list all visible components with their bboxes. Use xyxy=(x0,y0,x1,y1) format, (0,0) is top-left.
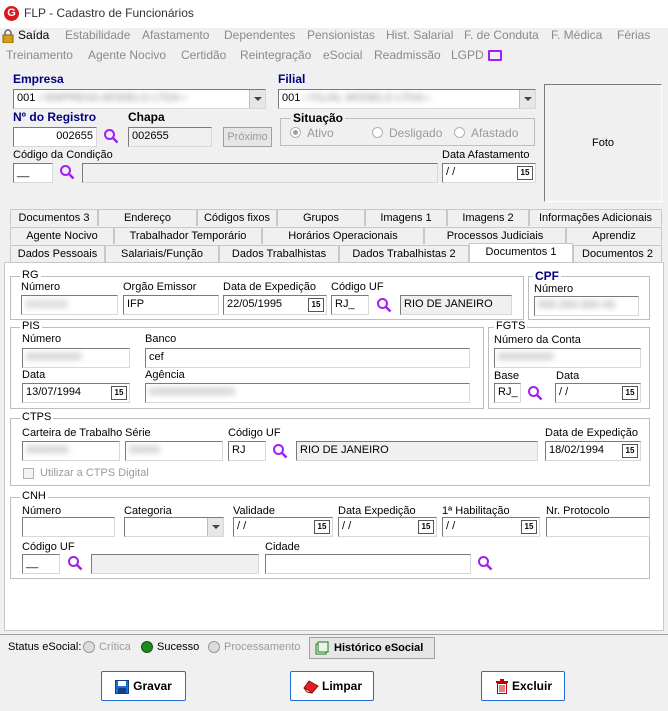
pis-data-input[interactable]: 13/07/1994 15 xyxy=(22,383,130,403)
situacao-desligado-radio[interactable] xyxy=(372,127,383,138)
condicao-input[interactable]: __ xyxy=(13,163,53,183)
tab-endereco[interactable]: Endereço xyxy=(98,209,197,226)
ctps-digital-label: Utilizar a CTPS Digital xyxy=(40,467,149,479)
rg-orgao-input[interactable]: IFP xyxy=(123,295,219,315)
menu-f-conduta[interactable]: F. de Conduta xyxy=(464,28,539,42)
menu-treinamento[interactable]: Treinamento xyxy=(6,48,73,62)
cnh-title: CNH xyxy=(22,490,46,502)
situacao-afastado-radio[interactable] xyxy=(454,127,465,138)
cnh-data-exp-label: Data Expedição xyxy=(338,505,416,517)
registro-input[interactable]: 002655 xyxy=(13,127,97,147)
rg-data-exp-input[interactable]: 22/05/1995 15 xyxy=(223,295,327,315)
status-processamento-label: Processamento xyxy=(224,641,301,653)
cnh-uf-nome xyxy=(91,554,259,574)
tab-imagens-1[interactable]: Imagens 1 xyxy=(365,209,447,226)
ctps-carteira-input[interactable]: 0000000 xyxy=(22,441,120,461)
calendar-icon[interactable]: 15 xyxy=(418,520,434,534)
title-bar xyxy=(0,0,668,28)
tab-documentos-2[interactable]: Documentos 2 xyxy=(573,245,662,262)
rg-uf-nome: RIO DE JANEIRO xyxy=(400,295,512,315)
chevron-down-icon[interactable] xyxy=(207,518,223,536)
chevron-down-icon[interactable] xyxy=(249,90,265,108)
fgts-data-input[interactable]: / / 15 xyxy=(555,383,641,403)
tab-dados-trabalhistas[interactable]: Dados Trabalhistas xyxy=(219,245,339,262)
cnh-categoria-label: Categoria xyxy=(124,505,172,517)
document-icon xyxy=(315,641,329,655)
window-title: FLP - Cadastro de Funcionários xyxy=(24,6,194,20)
tab-codigos-fixos[interactable]: Códigos fixos xyxy=(197,209,277,226)
limpar-button[interactable] xyxy=(290,671,374,701)
situacao-afastado-label: Afastado xyxy=(471,126,519,140)
tab-imagens-2[interactable]: Imagens 2 xyxy=(447,209,529,226)
situacao-desligado-label: Desligado xyxy=(389,126,443,140)
menu-saida[interactable]: Saída xyxy=(18,28,50,42)
filial-label: Filial xyxy=(278,72,306,86)
ctps-data-exp-input[interactable]: 18/02/1994 15 xyxy=(545,441,641,461)
condicao-descricao xyxy=(82,163,438,183)
save-icon xyxy=(115,680,129,694)
tab-agente-nocivo[interactable]: Agente Nocivo xyxy=(10,227,114,244)
calendar-icon[interactable]: 15 xyxy=(314,520,330,534)
tab-processos-judiciais[interactable]: Processos Judiciais xyxy=(424,227,566,244)
menu-afastamento[interactable]: Afastamento xyxy=(142,28,210,42)
search-icon[interactable] xyxy=(59,164,75,180)
menu-f-medica[interactable]: F. Médica xyxy=(551,28,603,42)
menu-ferias[interactable]: Férias xyxy=(617,28,651,42)
status-processamento-led[interactable] xyxy=(208,641,220,653)
cpf-numero-input[interactable]: 000.000.000-00 xyxy=(534,296,639,316)
historico-esocial-label: Histórico eSocial xyxy=(334,642,424,654)
menu-dependentes[interactable]: Dependentes xyxy=(224,28,296,42)
tab-horarios-operacionais[interactable]: Horários Operacionais xyxy=(262,227,424,244)
pis-agencia-input[interactable]: 00000000000000 xyxy=(145,383,470,403)
situacao-ativo-label: Ativo xyxy=(307,126,334,140)
pis-agencia-label: Agência xyxy=(145,369,185,381)
historico-esocial-button[interactable] xyxy=(309,637,435,659)
chapa-label: Chapa xyxy=(128,110,165,124)
chapa-input[interactable]: 002655 xyxy=(128,127,212,147)
rg-numero-input[interactable]: 11111111 xyxy=(21,295,118,315)
menu-reintegracao[interactable]: Reintegração xyxy=(240,48,312,62)
ctps-data-exp-label: Data de Expedição xyxy=(545,427,638,439)
search-icon[interactable] xyxy=(67,555,83,571)
ctps-title: CTPS xyxy=(22,411,52,423)
ctps-digital-checkbox[interactable] xyxy=(23,468,34,479)
status-sucesso-label: Sucesso xyxy=(157,641,200,653)
menu-esocial[interactable]: eSocial xyxy=(323,48,363,62)
ctps-uf-nome: RIO DE JANEIRO xyxy=(296,441,538,461)
menu-pensionistas[interactable]: Pensionistas xyxy=(307,28,376,42)
rg-uf-label: Código UF xyxy=(331,281,384,293)
ctps-serie-input[interactable]: 00000 xyxy=(125,441,223,461)
fgts-conta-label: Número da Conta xyxy=(494,334,581,346)
tab-salariais-funcao[interactable]: Salariais/Função xyxy=(105,245,219,262)
gravar-label: Gravar xyxy=(133,679,172,693)
situacao-label: Situação xyxy=(293,111,344,125)
cnh-data-exp-input[interactable]: / / 15 xyxy=(338,517,437,537)
fgts-title: FGTS xyxy=(496,320,526,332)
limpar-label: Limpar xyxy=(321,679,362,693)
registro-label: Nº do Registro xyxy=(13,110,97,124)
cnh-uf-input[interactable]: __ xyxy=(22,554,60,574)
empresa-label: Empresa xyxy=(13,72,64,86)
tab-dados-pessoais[interactable]: Dados Pessoais xyxy=(10,245,105,262)
cnh-protocolo-label: Nr. Protocolo xyxy=(546,505,610,517)
menu-readmissao[interactable]: Readmissão xyxy=(374,48,441,62)
menu-hist-salarial[interactable]: Hist. Salarial xyxy=(386,28,454,42)
fgts-conta-input[interactable]: 000000000 xyxy=(494,348,641,368)
calendar-icon[interactable]: 15 xyxy=(308,298,324,312)
cnh-numero-label: Número xyxy=(22,505,62,517)
rg-title: RG xyxy=(22,269,39,281)
status-sucesso-led[interactable] xyxy=(141,641,153,653)
cnh-habilitacao-label: 1ª Habilitação xyxy=(442,505,510,517)
cnh-validade-label: Validade xyxy=(233,505,275,517)
search-icon[interactable] xyxy=(272,443,288,459)
pis-data-label: Data xyxy=(22,369,46,381)
cnh-numero-input[interactable] xyxy=(22,517,115,537)
tab-dados-trabalhistas-2[interactable]: Dados Trabalhistas 2 xyxy=(339,245,469,262)
calendar-icon[interactable]: 15 xyxy=(622,444,638,458)
cnh-uf-label: Código UF xyxy=(22,541,75,553)
cnh-habilitacao-input[interactable]: / / 15 xyxy=(442,517,540,537)
pis-title: PIS xyxy=(22,320,40,332)
status-critica-label: Crítica xyxy=(99,641,131,653)
pis-banco-label: Banco xyxy=(145,333,177,345)
cpf-numero-label: Número xyxy=(534,283,574,295)
ctps-serie-label: Série xyxy=(125,427,151,439)
search-icon[interactable] xyxy=(103,128,119,144)
rg-numero-label: Número xyxy=(21,281,61,293)
monitor-icon[interactable] xyxy=(488,50,502,61)
ctps-uf-input[interactable]: RJ xyxy=(228,441,266,461)
pis-numero-input[interactable]: 000000000 xyxy=(22,348,130,368)
cnh-validade-input[interactable]: / / 15 xyxy=(233,517,333,537)
fgts-data-label: Data xyxy=(556,370,580,382)
situacao-ativo-radio[interactable] xyxy=(290,127,301,138)
gravar-button[interactable] xyxy=(101,671,186,701)
foto-label: Foto xyxy=(591,137,614,149)
calendar-icon[interactable]: 15 xyxy=(521,520,537,534)
cnh-protocolo-input[interactable] xyxy=(546,517,650,537)
rg-uf-input[interactable]: RJ_ xyxy=(331,295,369,315)
data-afastamento-label: Data Afastamento xyxy=(442,149,530,161)
tab-documentos-1[interactable]: Documentos 1 xyxy=(469,243,573,262)
search-icon[interactable] xyxy=(477,555,493,571)
calendar-icon[interactable]: 15 xyxy=(622,386,638,400)
pis-numero-label: Número xyxy=(22,333,62,345)
rg-orgao-label: Orgão Emissor xyxy=(123,281,197,293)
divider xyxy=(0,634,668,635)
calendar-icon[interactable]: 15 xyxy=(517,166,533,180)
chevron-down-icon[interactable] xyxy=(519,90,535,108)
tab-aprendiz[interactable]: Aprendiz xyxy=(566,227,662,244)
fgts-base-input[interactable]: RJ_ xyxy=(494,383,521,403)
tab-informacoes-adicionais[interactable]: Informações Adicionais xyxy=(529,209,662,226)
menu-estabilidade[interactable]: Estabilidade xyxy=(65,28,131,42)
status-critica-led[interactable] xyxy=(83,641,95,653)
fgts-base-label: Base xyxy=(494,370,520,382)
app-logo-icon: G xyxy=(4,6,19,21)
cnh-categoria-select[interactable] xyxy=(124,517,224,537)
menu-certidao[interactable]: Certidão xyxy=(181,48,227,62)
pis-banco-input[interactable]: cef xyxy=(145,348,470,368)
empresa-select[interactable]: 001 • EMPRESA MODELO LTDA • xyxy=(13,89,266,109)
cpf-title: CPF xyxy=(535,269,559,283)
rg-data-exp-label: Data de Expedição xyxy=(223,281,316,293)
excluir-button[interactable] xyxy=(481,671,565,701)
search-icon[interactable] xyxy=(376,297,392,313)
tab-trabalhador-temporario[interactable]: Trabalhador Temporário xyxy=(114,227,262,244)
eraser-icon xyxy=(303,680,319,694)
trash-icon xyxy=(496,679,508,694)
proximo-button[interactable]: Próximo xyxy=(223,127,272,147)
excluir-label: Excluir xyxy=(511,679,553,693)
menu-lgpd[interactable]: LGPD xyxy=(451,48,484,62)
photo-frame[interactable] xyxy=(544,84,662,202)
ctps-carteira-label: Carteira de Trabalho xyxy=(22,427,123,439)
search-icon[interactable] xyxy=(527,385,543,401)
tab-documentos-3[interactable]: Documentos 3 xyxy=(10,209,98,226)
lock-icon xyxy=(2,29,14,43)
cnh-cidade-label: Cidade xyxy=(265,541,300,553)
data-afastamento-input[interactable]: / / 15 xyxy=(442,163,536,183)
calendar-icon[interactable]: 15 xyxy=(111,386,127,400)
menu-agente-nocivo[interactable]: Agente Nocivo xyxy=(88,48,167,62)
ctps-uf-label: Código UF xyxy=(228,427,281,439)
tab-grupos[interactable]: Grupos xyxy=(277,209,365,226)
condicao-label: Código da Condição xyxy=(13,149,113,161)
cnh-cidade-input[interactable] xyxy=(265,554,471,574)
status-esocial-label: Status eSocial: xyxy=(8,641,82,653)
filial-select[interactable]: 001 • FILIAL MODELO LTDA • xyxy=(278,89,536,109)
